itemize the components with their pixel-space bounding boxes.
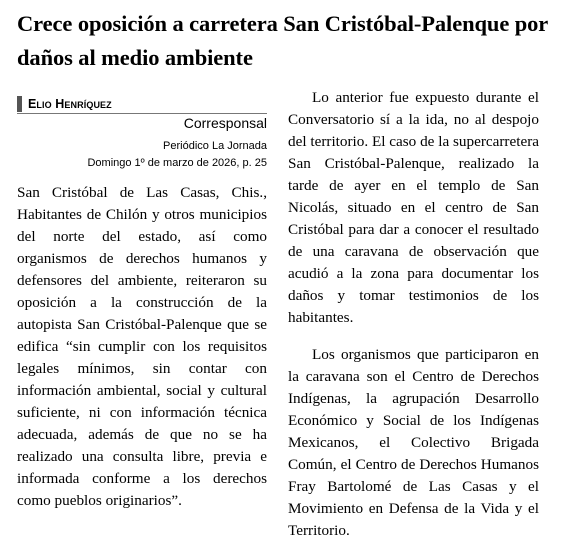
headline: Crece oposición a carretera San Cristóbal-Palenque por daños al medio ambiente	[17, 11, 548, 70]
author-role: Corresponsal	[183, 115, 267, 131]
left-column	[17, 96, 267, 512]
publication-source: Periódico La Jornada	[163, 140, 267, 152]
article-paragraph-2: Lo anterior fue expuesto durante el Conversatorio sí a la ida, no al despojo del territorio. El caso de la supercarretera San Cristóbal-Palenque, realizado la tarde de ayer en el templo de San Nicolás, situado en el centro de San Cristóbal para dar a conocer el resultado de una caravana de observación que acudió a la zona para documentar los daños y tomar testimonios de los habitantes.	[288, 89, 539, 326]
author-byline: Elio Henríquez	[17, 96, 267, 112]
publication-date: Domingo 1º de marzo de 2026, p. 25	[87, 157, 267, 169]
article-paragraph-1: San Cristóbal de Las Casas, Chis., Habitantes de Chilón y otros municipios del norte del estado, así como organismos de derechos humanos y defensores del ambiente, reiteraron su oposición a la construcción de la autopista San Cristóbal-Palenque que se edifica “sin cumplir con los requisitos legales mínimos, sin contar con información ambiental, social y cultural suficiente, ni con información técnica adecuada, además de que no se ha realizado una consulta libre, previa e informada conforme a los derechos como pueblos originarios”.	[17, 184, 267, 509]
article-paragraph-3: Los organismos que participaron en la caravana son el Centro de Derechos Indígenas, la agrupación Desarrollo Económico y Social de los Indígenas Mexicanos, el Colectivo Brigada Común, el Centro de Derechos Humanos Fray Bartolomé de Las Casas y el Movimiento en Defensa de la Vida y el Territorio.	[288, 346, 539, 539]
right-column	[288, 87, 539, 542]
